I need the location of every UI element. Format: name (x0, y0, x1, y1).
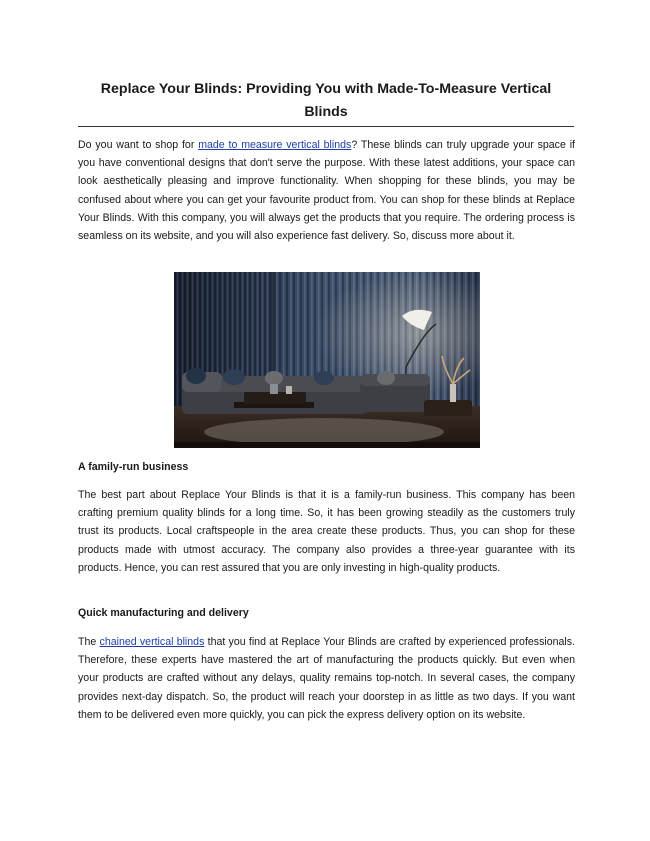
chained-blinds-link[interactable]: chained vertical blinds (99, 636, 205, 648)
family-run-paragraph: The best part about Replace Your Blinds is that it is a family-run business. This company has been crafting premium quality blinds for a long time. So, it has been growing steadily as the customers truly trust its products. Local craftspeople in the area create these products. Thus, you can shop for these products made with utmost accuracy. The company also provides a three-year guarantee with its products. Hence, you can rest assured that you are only investing in high-quality products. (78, 489, 575, 574)
made-to-measure-link[interactable]: made to measure vertical blinds (198, 139, 352, 151)
title-divider (78, 126, 574, 127)
manufacturing-paragraph: The chained vertical blinds that you find at Replace Your Blinds are crafted by experienced professionals. Therefore, these experts have mastered the art of manufacturing the products quickly. But even when your products are crafted without any delays, quality remains top-notch. In several cases, the company provides next-day dispatch. So, the product will reach your doorstep in as little as two days. If you want them to be delivered even more quickly, you can pick the express delivery option on its website. (78, 636, 575, 721)
intro-paragraph: Do you want to shop for made to measure vertical blinds? These blinds can truly upgrade your space if you have conventional designs that don't serve the purpose. With these latest additions, your space can look aesthetically pleasing and improve functionality. When shopping for these blinds, you may be confused about where you can get your favourite product from. You can shop for these blinds at Replace Your Blinds. With this company, you will always get the products that you require. The ordering process is seamless on its website, and you will also experience fast delivery. So, discuss more about it. (78, 139, 576, 243)
living-room-blinds-photo (174, 272, 480, 448)
section-heading-manufacturing: Quick manufacturing and delivery (78, 607, 249, 619)
section-heading-family-run: A family-run business (78, 461, 189, 473)
page-title: Replace Your Blinds: Providing You with Made-To-Measure Vertical Blinds (100, 81, 552, 120)
